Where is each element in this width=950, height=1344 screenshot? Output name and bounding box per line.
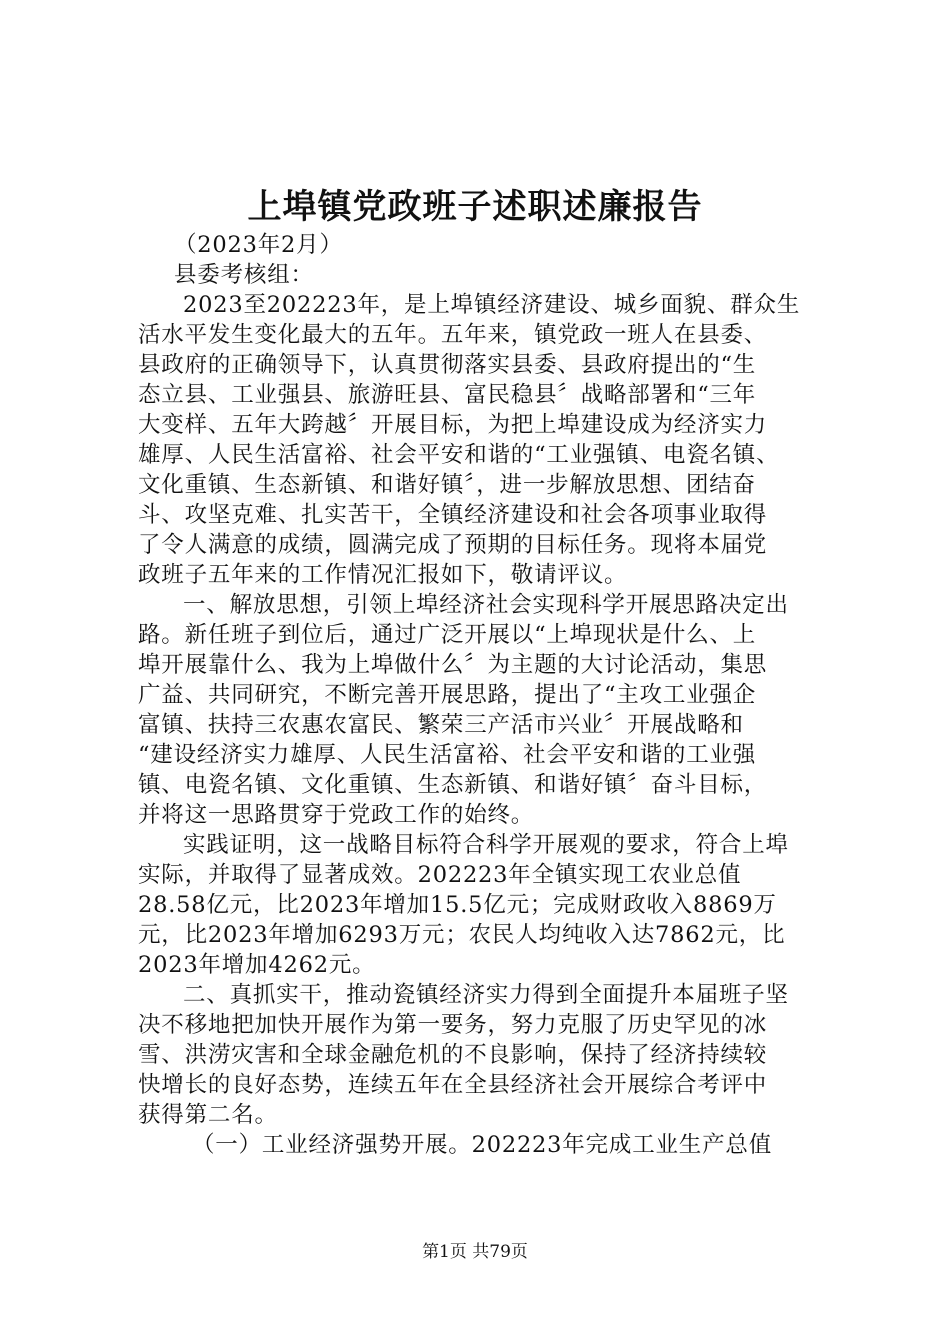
document-body [138, 230, 838, 1160]
paragraph-line: 2023年增加4262元。 [138, 952, 376, 978]
paragraph-line: 雪、洪涝灾害和全球金融危机的不良影响，保持了经济持续较 [138, 1042, 768, 1068]
paragraph-line: 获得第二名。 [138, 1102, 278, 1128]
paragraph-line: 大变样、五年大跨越〞开展目标，为把上埠建设成为经济实力 [138, 412, 768, 438]
paragraph-line: 县政府的正确领导下，认真贯彻落实县委、县政府提出的“生 [138, 352, 757, 378]
paragraph-line: 28.58亿元，比2023年增加15.5亿元；完成财政收入8869万 [138, 892, 777, 918]
paragraph-line: 政班子五年来的工作情况汇报如下，敬请评议。 [138, 562, 628, 588]
paragraph-line: 态立县、工业强县、旅游旺县、富民稳县〞战略部署和“三年 [138, 382, 757, 408]
paragraph-line: 了令人满意的成绩，圆满完成了预期的目标任务。现将本届党 [138, 532, 768, 558]
paragraph-line: 快增长的良好态势，连续五年在全县经济社会开展综合考评中 [138, 1072, 768, 1098]
subsection-heading-line: （一）工业经济强势开展。202223年完成工业生产总值 [192, 1132, 772, 1158]
paragraph-line: 活水平发生变化最大的五年。五年来，镇党政一班人在县委、 [138, 322, 768, 348]
paragraph-line: 埠开展靠什么、我为上埠做什么〞为主题的大讨论活动，集思 [138, 652, 768, 678]
document-title: 上埠镇党政班子述职述廉报告 [247, 187, 703, 227]
paragraph-line: 2023至202223年，是上埠镇经济建设、城乡面貌、群众生 [183, 292, 801, 318]
paragraph-line: 决不移地把加快开展作为第一要务，努力克服了历史罕见的冰 [138, 1012, 768, 1038]
page-number-footer: 第1页 共79页 [422, 1242, 528, 1262]
section-heading-line: 二、真抓实干，推动瓷镇经济实力得到全面提升本届班子坚 [183, 982, 789, 1008]
salutation: 县委考核组： [174, 262, 314, 288]
paragraph-line: 并将这一思路贯穿于党政工作的始终。 [138, 802, 535, 828]
paragraph-line: 斗、攻坚克难、扎实苦干，全镇经济建设和社会各项事业取得 [138, 502, 768, 528]
date-line: （2023年2月） [174, 232, 343, 258]
paragraph-line: 广益、共同研究，不断完善开展思路，提出了“主攻工业强企 [138, 682, 757, 708]
paragraph-line: 镇、电瓷名镇、文化重镇、生态新镇、和谐好镇〞奋斗目标， [138, 772, 768, 798]
paragraph-line: 雄厚、人民生活富裕、社会平安和谐的“工业强镇、电瓷名镇、 [138, 442, 780, 468]
paragraph-line: 富镇、扶持三农惠农富民、繁荣三产活市兴业〞开展战略和 [138, 712, 744, 738]
paragraph-line: 实际，并取得了显著成效。202223年全镇实现工农业总值 [138, 862, 742, 888]
paragraph-line: “建设经济实力雄厚、人民生活富裕、社会平安和谐的工业强 [138, 742, 757, 768]
paragraph-line: 路。新任班子到位后，通过广泛开展以“上埠现状是什么、上 [138, 622, 757, 648]
paragraph-line: 文化重镇、生态新镇、和谐好镇〞，进一步解放思想、团结奋 [138, 472, 756, 498]
section-heading-line: 一、解放思想，引领上埠经济社会实现科学开展思路决定出 [183, 592, 789, 618]
paragraph-line: 实践证明，这一战略目标符合科学开展观的要求，符合上埠 [183, 832, 789, 858]
paragraph-line: 元，比2023年增加6293万元；农民人均纯收入达7862元，比 [138, 922, 786, 948]
